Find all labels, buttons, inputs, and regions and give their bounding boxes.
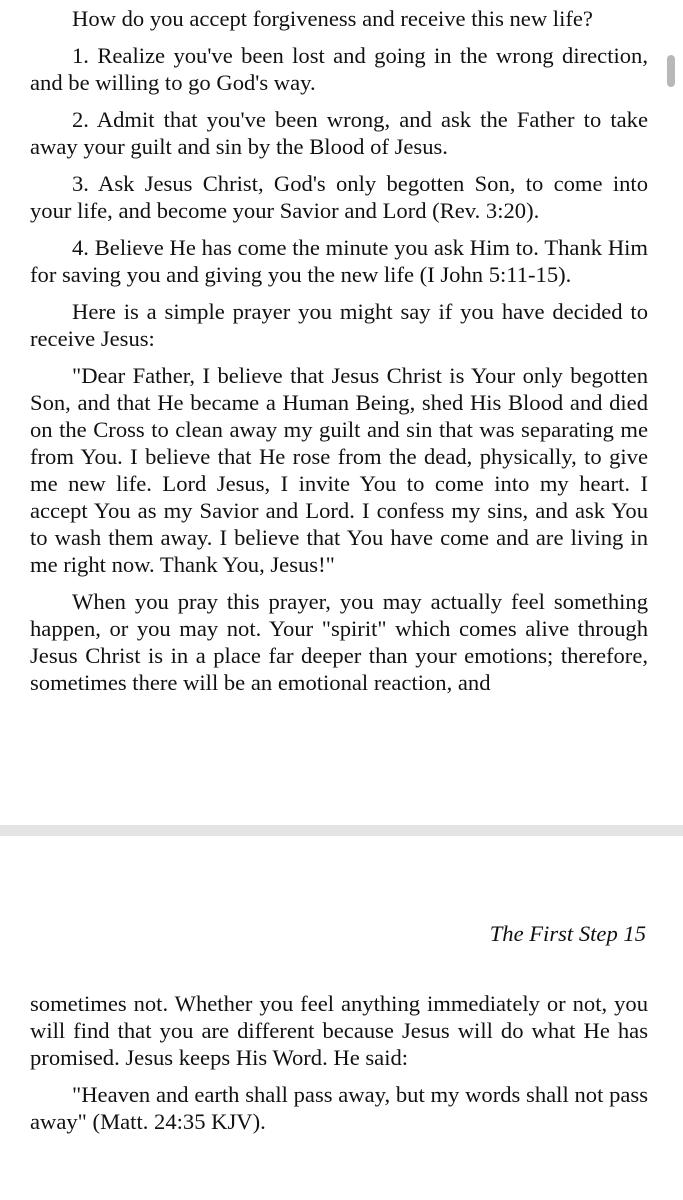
paragraph-question: How do you accept forgiveness and receive this new life? xyxy=(72,6,593,31)
paragraph-feeling: When you pray this prayer, you may actually feel something happen, or you may not. Your "spirit" which comes alive through Jesus Christ is in a place far deeper than your emotions; therefore, sometimes there will be an emotional reaction, and xyxy=(30,589,648,695)
paragraph-prayer-intro: Here is a simple prayer you might say if you have decided to receive Jesus: xyxy=(30,299,648,351)
paragraph-scripture-quote: "Heaven and earth shall pass away, but my words shall not pass away" (Matt. 24:35 KJV). xyxy=(30,1082,648,1134)
paragraph-step-4: 4. Believe He has come the minute you ask Him to. Thank Him for saving you and giving you the new life (I John 5:11-15). xyxy=(30,235,648,287)
page-divider xyxy=(0,825,683,836)
paragraph-step-2: 2. Admit that you've been wrong, and ask the Father to take away your guilt and sin by the Blood of Jesus. xyxy=(30,107,648,159)
running-head: The First Step 15 xyxy=(489,921,646,946)
scrollbar-thumb[interactable] xyxy=(667,55,675,87)
paragraph-continuation: sometimes not. Whether you feel anything immediately or not, you will find that you are different because Jesus will do what He has promised. Jesus keeps His Word. He said: xyxy=(30,991,648,1070)
paragraph-step-1: 1. Realize you've been lost and going in the wrong direction, and be willing to go God's way. xyxy=(30,43,648,95)
page-top-text xyxy=(30,5,648,706)
paragraph-prayer: "Dear Father, I believe that Jesus Christ is Your only begotten Son, and that He became a Human Being, shed His Blood and died on the Cross to clean away my guilt and sin that was separating me from You. I believe that He rose from the dead, physically, to give me new life. Lord Jesus, I invite You to come into my heart. I accept You as my Savior and Lord. I confess my sins, and ask You to wash them away. I believe that You have come and are living in me right now. Thank You, Jesus!" xyxy=(30,363,648,577)
page-bottom-text xyxy=(30,990,648,1145)
paragraph-step-3: 3. Ask Jesus Christ, God's only begotten Son, to come into your life, and become your Savior and Lord (Rev. 3:20). xyxy=(30,171,648,223)
